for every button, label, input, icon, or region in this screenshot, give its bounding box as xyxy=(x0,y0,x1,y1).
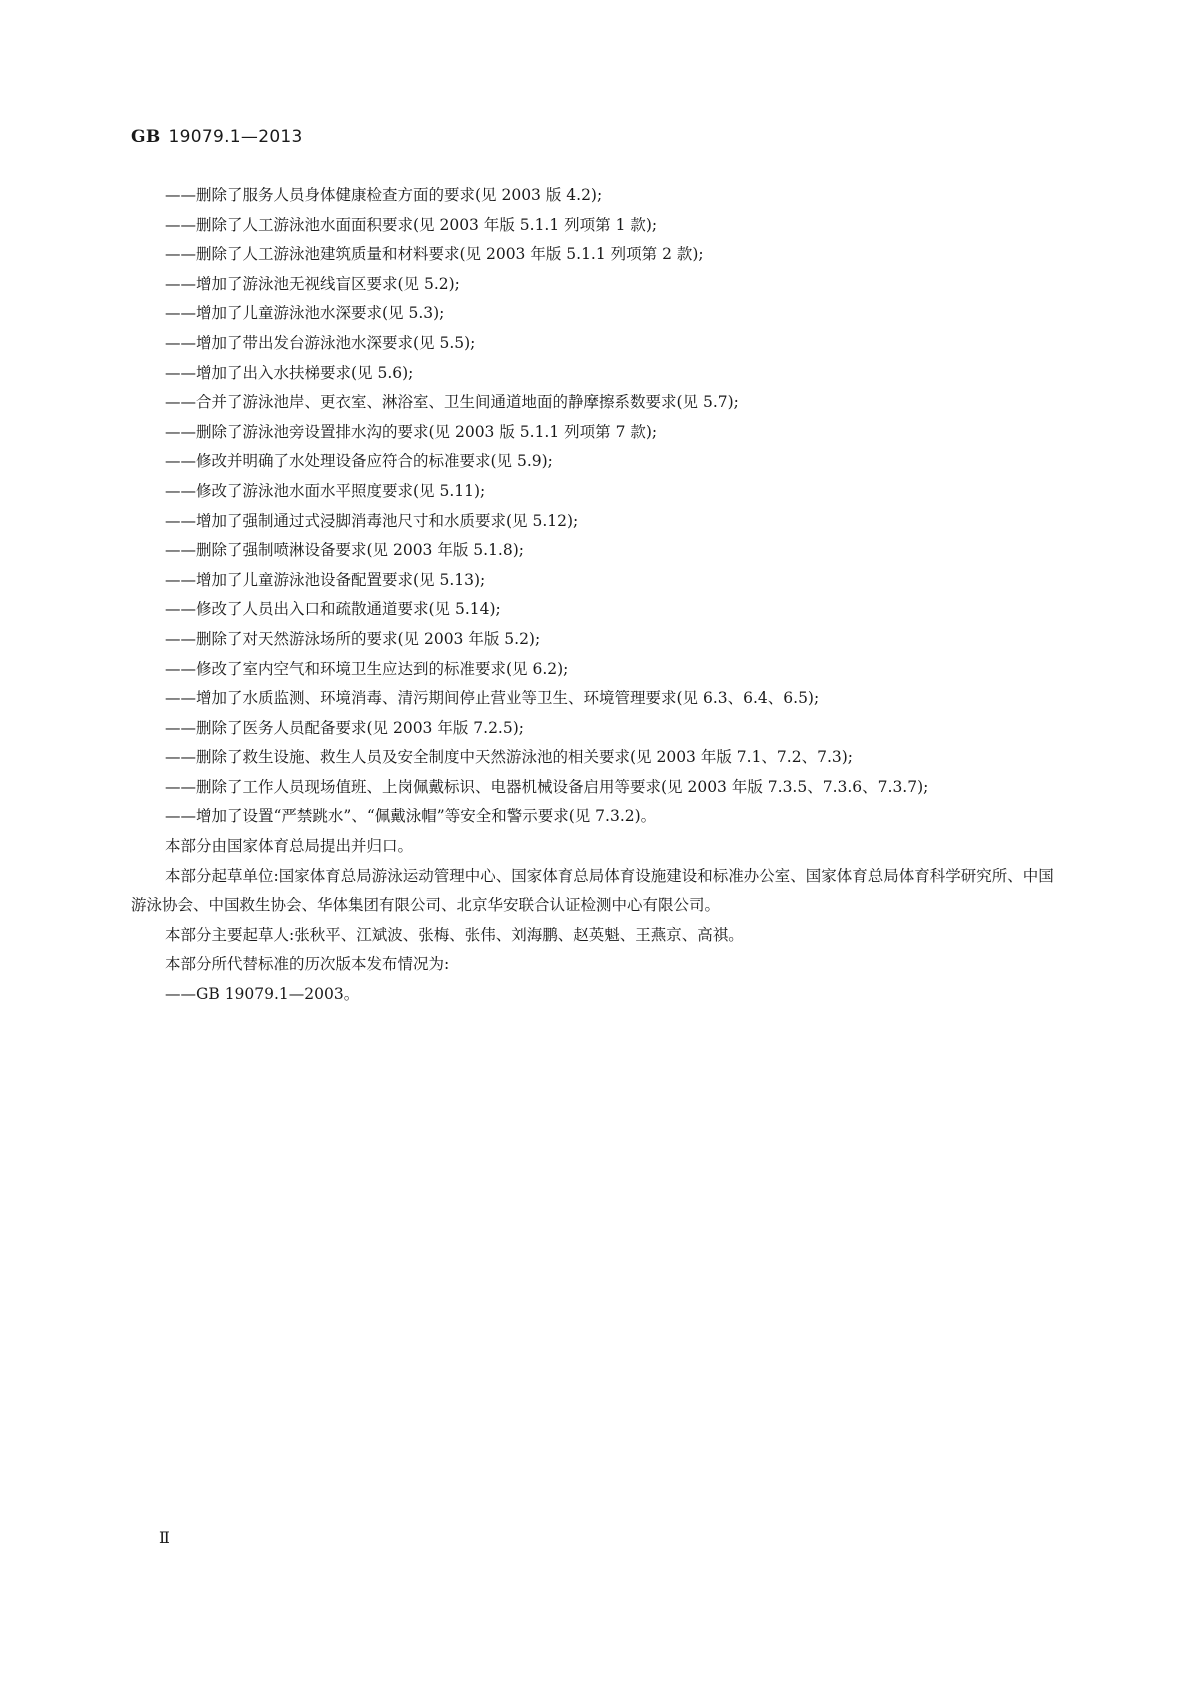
change-item: ——删除了人工游泳池水面面积要求(见 2003 年版 5.1.1 列项第 1 款); xyxy=(165,215,658,234)
change-item: ——修改了人员出入口和疏散通道要求(见 5.14); xyxy=(165,600,501,619)
change-item: ——修改并明确了水处理设备应符合的标准要求(见 5.9); xyxy=(165,452,553,471)
drafters-paragraph: 本部分主要起草人:张秋平、江斌波、张梅、张伟、刘海鹏、赵英魁、王燕京、高祺。 xyxy=(165,925,744,944)
change-item: ——删除了人工游泳池建筑质量和材料要求(见 2003 年版 5.1.1 列项第 2 款); xyxy=(165,245,704,264)
standard-header xyxy=(131,127,303,147)
document-body xyxy=(131,181,1066,1010)
change-item: ——删除了游泳池旁设置排水沟的要求(见 2003 版 5.1.1 列项第 7 款); xyxy=(165,422,658,441)
change-item: ——删除了服务人员身体健康检查方面的要求(见 2003 版 4.2); xyxy=(165,186,603,204)
change-item: ——增加了强制通过式浸脚消毒池尺寸和水质要求(见 5.12); xyxy=(165,511,579,530)
standard-prefix: GB xyxy=(131,127,161,147)
change-item: ——删除了救生设施、救生人员及安全制度中天然游泳池的相关要求(见 2003 年版 7.1、7.2、7.3); xyxy=(165,748,853,767)
standard-number: 19079.1—2013 xyxy=(168,127,303,147)
proposer-paragraph: 本部分由国家体育总局提出并归口。 xyxy=(165,837,414,856)
previous-versions-paragraph: 本部分所代替标准的历次版本发布情况为: xyxy=(165,955,450,974)
change-item: ——删除了对天然游泳场所的要求(见 2003 年版 5.2); xyxy=(165,629,541,648)
change-item: ——删除了工作人员现场值班、上岗佩戴标识、电器机械设备启用等要求(见 2003 年版 7.3.5、7.3.6、7.3.7); xyxy=(165,777,929,796)
change-item: ——修改了游泳池水面水平照度要求(见 5.11); xyxy=(165,481,486,500)
change-item: ——增加了儿童游泳池水深要求(见 5.3); xyxy=(165,304,445,323)
change-item: ——增加了带出发台游泳池水深要求(见 5.5); xyxy=(165,333,476,352)
change-item: ——增加了儿童游泳池设备配置要求(见 5.13); xyxy=(165,570,486,589)
change-item: ——删除了强制喷淋设备要求(见 2003 年版 5.1.8); xyxy=(165,541,524,560)
change-item: ——合并了游泳池岸、更衣室、淋浴室、卫生间通道地面的静摩擦系数要求(见 5.7); xyxy=(165,393,739,412)
drafting-units-paragraph: 本部分起草单位:国家体育总局游泳运动管理中心、国家体育总局体育设施建设和标准办公室、国家体育总局体育科学研究所、中国游泳协会、中国救生协会、华体集团有限公司、北京华安联合认证检测中心有限公司。 xyxy=(131,866,1054,915)
change-item: ——增加了水质监测、环境消毒、清污期间停止营业等卫生、环境管理要求(见 6.3、6.4、6.5); xyxy=(165,689,820,708)
change-item: ——修改了室内空气和环境卫生应达到的标准要求(见 6.2); xyxy=(165,659,569,678)
previous-version-item: ——GB 19079.1—2003。 xyxy=(165,985,360,1004)
change-item: ——增加了出入水扶梯要求(见 5.6); xyxy=(165,363,414,382)
change-item: ——增加了游泳池无视线盲区要求(见 5.2); xyxy=(165,274,460,293)
change-item: ——增加了设置“严禁跳水”、“佩戴泳帽”等安全和警示要求(见 7.3.2)。 xyxy=(165,807,657,826)
page-number: Ⅱ xyxy=(159,1528,170,1547)
change-item: ——删除了医务人员配备要求(见 2003 年版 7.2.5); xyxy=(165,718,524,737)
